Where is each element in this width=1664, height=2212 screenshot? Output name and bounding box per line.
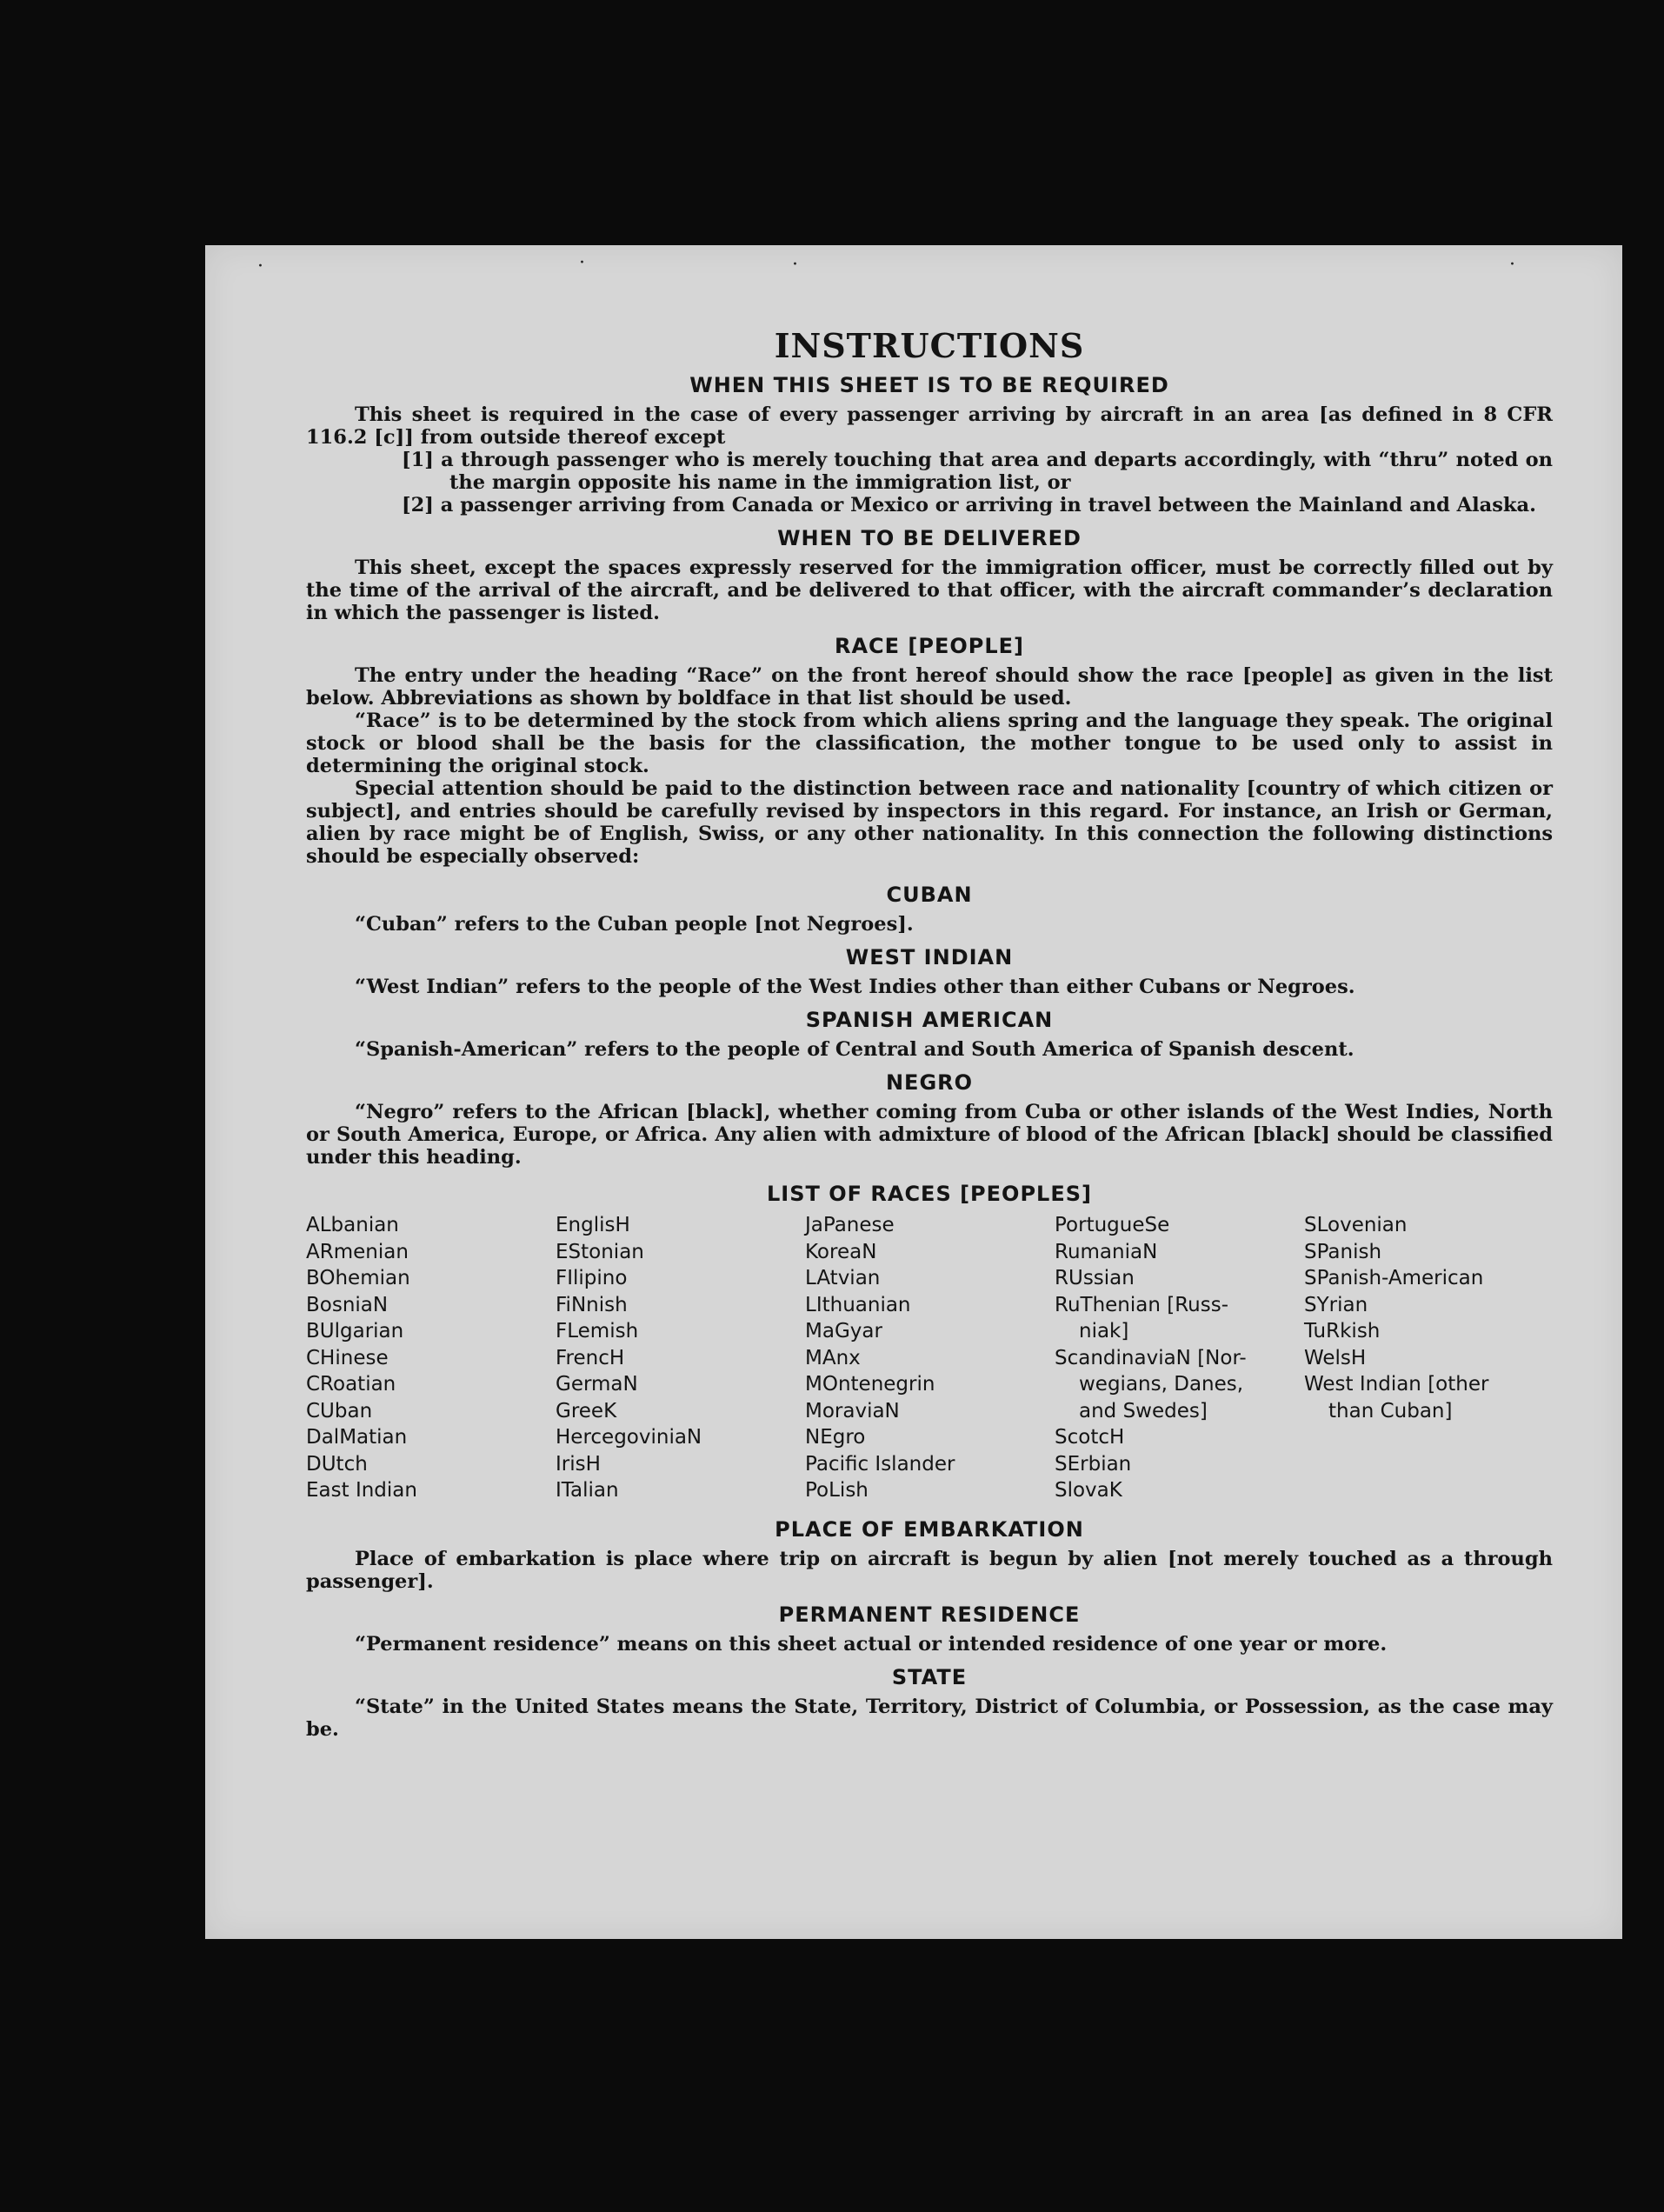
speck-mark: · (257, 256, 263, 277)
race-item: EStonian (556, 1240, 644, 1263)
race-item-continued: and Swedes] (1079, 1399, 1208, 1422)
race-item: SPanish (1304, 1240, 1382, 1263)
race-item: MaGyar (805, 1320, 882, 1343)
race-item: FLemish (556, 1320, 639, 1343)
race-item: NEgro (805, 1426, 866, 1449)
heading-west-indian: WEST INDIAN (845, 945, 1014, 969)
race-item: EnglisH (556, 1214, 630, 1236)
race-item: BOhemian (306, 1267, 410, 1289)
negro-body: “Negro” refers to the African [black], whether coming from Cuba or other islands of the West Indies, North or South America, Europe, or Africa. Any alien with admixture of blood of the African [black] should be classified under this heading. (306, 1101, 1553, 1169)
race-item: ARmenian (306, 1240, 409, 1263)
residence-body: “Permanent residence” means on this sheet actual or intended residence of one year or more. (355, 1632, 1388, 1656)
race-item: PoLish (805, 1479, 869, 1502)
heading-delivered: WHEN TO BE DELIVERED (777, 526, 1082, 550)
race-item: SlovaK (1055, 1479, 1122, 1502)
race-item: ScandinaviaN [Nor- (1055, 1346, 1247, 1369)
race-item: RuThenian [Russ- (1055, 1293, 1229, 1316)
speck-mark: · (792, 254, 798, 276)
race-item: MAnx (805, 1346, 861, 1369)
required-exception-1: [1] a through passenger who is merely touching that area and departs accordingly, with “thru” noted on the margin opposite his name in the immigration list, or (402, 449, 1553, 494)
heading-race: RACE [PEOPLE] (834, 634, 1025, 658)
race-item: RUssian (1055, 1267, 1135, 1289)
races-column (805, 1212, 1055, 1504)
race-paragraph-1: The entry under the heading “Race” on the front hereof should show the race [people] as given in the list below. Abbreviations as shown by boldface in that list should be used. (306, 664, 1553, 710)
heading-residence: PERMANENT RESIDENCE (778, 1602, 1081, 1627)
west-indian-body: “West Indian” refers to the people of the West Indies other than either Cubans or Negroes. (355, 976, 1355, 998)
heading-state: STATE (891, 1664, 968, 1689)
race-item-continued: than Cuban] (1328, 1399, 1453, 1422)
instructions-content (306, 327, 1553, 1741)
race-item: WelsH (1304, 1346, 1367, 1369)
race-item: ScotcH (1055, 1426, 1125, 1449)
race-item: SPanish-American (1304, 1267, 1484, 1289)
race-item: HercegoviniaN (556, 1426, 702, 1449)
document-sheet (205, 245, 1622, 1939)
heading-list-of-races: LIST OF RACES [PEOPLES] (767, 1182, 1092, 1206)
race-item: GermaN (556, 1373, 638, 1396)
spanish-american-body: “Spanish-American” refers to the people of Central and South America of Spanish descent. (355, 1038, 1354, 1061)
required-intro: This sheet is required in the case of every passenger arriving by aircraft in an area [as defined in 8 CFR 116.2 [c]] from outside thereof except (306, 403, 1553, 449)
race-item: IrisH (556, 1452, 601, 1476)
speck-mark: · (579, 252, 585, 274)
race-item: East Indian (306, 1479, 417, 1502)
race-item: JaPanese (805, 1214, 895, 1236)
race-item: SLovenian (1304, 1214, 1408, 1236)
required-exception-2: [2] a passenger arriving from Canada or Mexico or arriving in travel between the Mainland and Alaska. (402, 494, 1536, 516)
heading-spanish-american: SPANISH AMERICAN (805, 1008, 1054, 1032)
page-title: INSTRUCTIONS (774, 326, 1085, 365)
race-item: FrencH (556, 1346, 625, 1369)
race-item: FiNnish (556, 1293, 628, 1316)
heading-cuban: CUBAN (886, 883, 973, 907)
race-item: BosniaN (306, 1293, 389, 1316)
state-body: “State” in the United States means the State, Territory, District of Columbia, or Possession, as the case may be. (306, 1695, 1553, 1741)
race-item: LIthuanian (805, 1293, 911, 1316)
race-item: West Indian [other (1304, 1373, 1489, 1396)
race-item: SYrian (1304, 1293, 1368, 1316)
races-list (306, 1212, 1553, 1504)
race-item-continued: wegians, Danes, (1079, 1373, 1244, 1396)
race-item: MoraviaN (805, 1399, 900, 1422)
race-item: MOntenegrin (805, 1373, 935, 1396)
races-column (1055, 1212, 1304, 1504)
heading-required: WHEN THIS SHEET IS TO BE REQUIRED (689, 373, 1169, 397)
races-column (1304, 1212, 1553, 1504)
race-item: DalMatian (306, 1426, 408, 1449)
race-item: Pacific Islander (805, 1452, 955, 1476)
race-item: LAtvian (805, 1267, 881, 1289)
race-item: TuRkish (1304, 1320, 1381, 1343)
race-paragraph-2: “Race” is to be determined by the stock from which aliens spring and the language they speak. The original stock or blood shall be the basis for the classification, the mother tongue to be used only to assist in determining the original stock. (306, 710, 1553, 777)
races-column (556, 1212, 805, 1504)
race-item: SErbian (1055, 1452, 1132, 1476)
speck-mark: · (1509, 254, 1515, 276)
race-item: KoreaN (805, 1240, 877, 1263)
race-item: RumaniaN (1055, 1240, 1158, 1263)
race-item: FIlipino (556, 1267, 628, 1289)
race-item: CRoatian (306, 1373, 396, 1396)
delivered-body: This sheet, except the spaces expressly reserved for the immigration officer, must be correctly filled out by the time of the arrival of the aircraft, and be delivered to that officer, with the aircraft commander’s declaration in which the passenger is listed. (306, 556, 1553, 624)
race-item: PortugueSe (1055, 1214, 1170, 1236)
embarkation-body: Place of embarkation is place where trip on aircraft is begun by alien [not merely touched as a through passenger]. (306, 1547, 1553, 1593)
race-item: ALbanian (306, 1214, 399, 1236)
heading-embarkation: PLACE OF EMBARKATION (775, 1516, 1084, 1542)
race-item: DUtch (306, 1452, 368, 1476)
heading-negro: NEGRO (885, 1070, 974, 1095)
cuban-body: “Cuban” refers to the Cuban people [not Negroes]. (355, 913, 914, 936)
race-item: CHinese (306, 1346, 389, 1369)
race-item: BUlgarian (306, 1320, 404, 1343)
race-item: ITalian (556, 1479, 619, 1502)
races-column (306, 1212, 556, 1504)
race-item: CUban (306, 1399, 373, 1422)
race-item-continued: niak] (1079, 1320, 1129, 1343)
race-item: GreeK (556, 1399, 617, 1422)
race-paragraph-3: Special attention should be paid to the distinction between race and nationality [country of which citizen or subject], and entries should be carefully revised by inspectors in this regard. For instance, an Irish or German, alien by race might be of English, Swiss, or any other nationality. In this connection the following distinctions should be especially observed: (306, 777, 1553, 868)
